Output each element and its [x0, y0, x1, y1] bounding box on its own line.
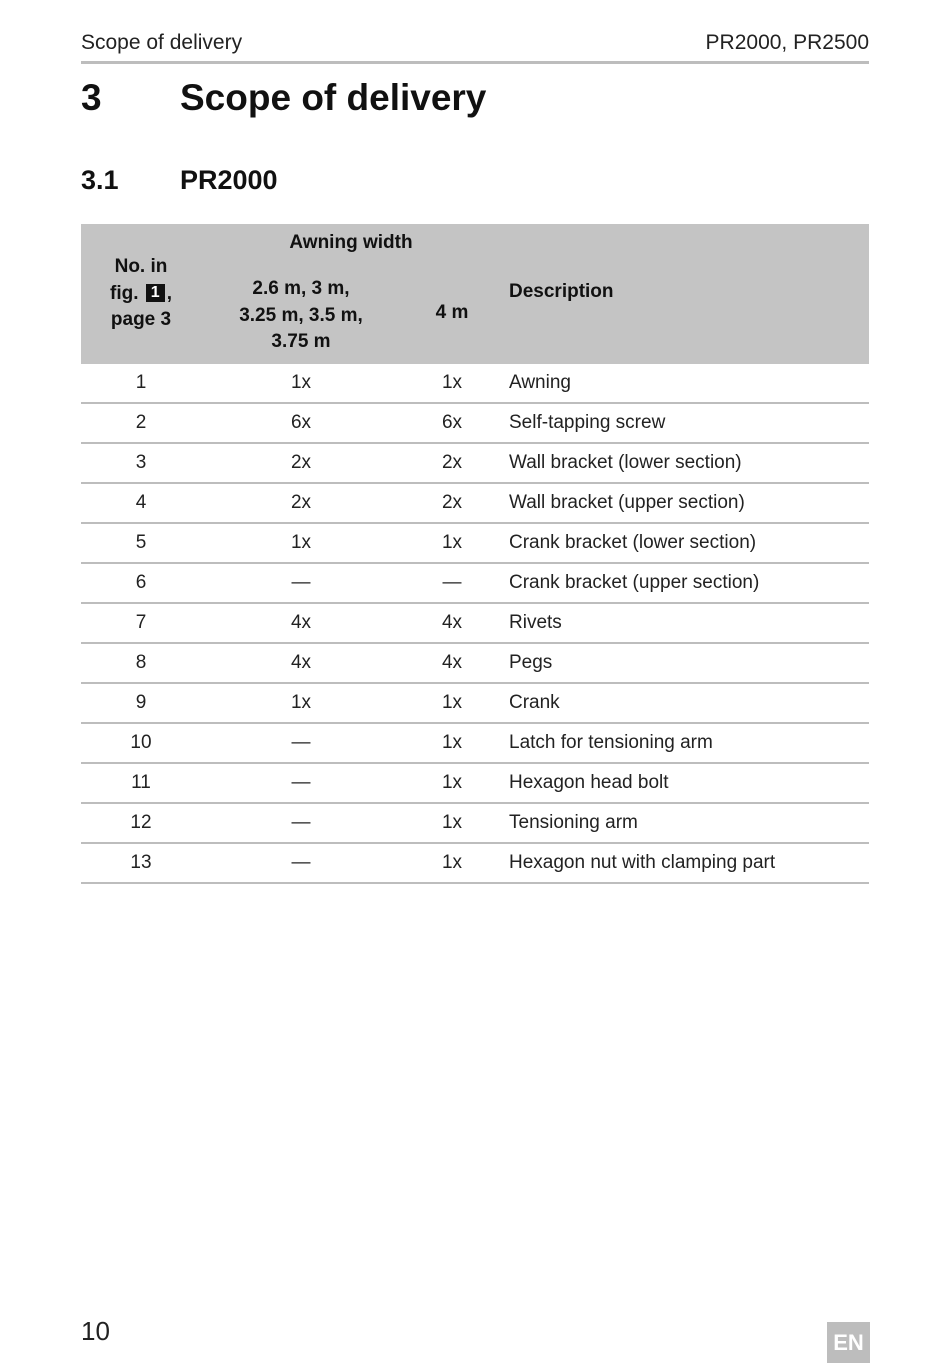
cell-qty-width2: 1x — [441, 532, 463, 553]
cell-qty-width2: 1x — [441, 372, 463, 393]
table-row — [81, 604, 869, 644]
cell-qty-width1: 1x — [290, 532, 312, 553]
cell-number: 11 — [131, 772, 151, 793]
cell-description: Pegs — [509, 652, 553, 673]
header-number-in-fig — [81, 254, 201, 334]
cell-number: 1 — [135, 372, 147, 393]
cell-qty-width1: — — [291, 812, 311, 833]
cell-description: Tensioning arm — [509, 812, 638, 833]
cell-qty-width2: — — [442, 572, 462, 593]
cell-description: Crank — [509, 692, 560, 713]
running-header-right: PR2000, PR2500 — [705, 31, 869, 54]
cell-qty-width2: 1x — [441, 732, 463, 753]
table-row — [81, 404, 869, 444]
table-row — [81, 804, 869, 844]
cell-description: Awning — [509, 372, 571, 393]
language-badge: EN — [827, 1322, 870, 1363]
cell-number: 5 — [135, 532, 147, 553]
cell-qty-width1: — — [291, 732, 311, 753]
header-width1-line1: 2.6 m, 3 m, — [252, 278, 350, 299]
cell-number: 7 — [135, 612, 147, 633]
cell-number: 12 — [130, 812, 152, 833]
cell-description: Hexagon nut with clamping part — [509, 852, 776, 873]
cell-qty-width1: — — [291, 852, 311, 873]
table-row — [81, 724, 869, 764]
cell-qty-width1: 2x — [290, 492, 312, 513]
cell-description: Wall bracket (upper section) — [509, 492, 745, 513]
table-row — [81, 524, 869, 564]
running-header-left: Scope of delivery — [81, 31, 243, 54]
table-row — [81, 364, 869, 404]
cell-number: 2 — [135, 412, 147, 433]
cell-qty-width2: 4x — [441, 612, 463, 633]
running-header-rule — [81, 61, 869, 64]
cell-number: 13 — [130, 852, 152, 873]
header-width-group-2: 4 m — [435, 302, 469, 323]
cell-qty-width2: 6x — [441, 412, 463, 433]
cell-qty-width2: 1x — [441, 692, 463, 713]
cell-description: Crank bracket (lower section) — [509, 532, 757, 553]
header-description: Description — [509, 281, 614, 302]
header-width1-line3: 3.75 m — [271, 331, 331, 352]
heading-2-title: PR2000 — [180, 165, 278, 195]
header-width-group-1 — [201, 276, 401, 356]
table-header — [81, 224, 869, 364]
cell-qty-width1: 1x — [290, 692, 312, 713]
table-row — [81, 444, 869, 484]
table-row — [81, 764, 869, 804]
figure-number-badge: 1 — [146, 284, 165, 302]
header-fig-label: fig. — [110, 282, 139, 304]
cell-qty-width2: 1x — [441, 852, 463, 873]
cell-qty-width1: 6x — [290, 412, 312, 433]
cell-qty-width1: 4x — [290, 652, 312, 673]
cell-qty-width1: 2x — [290, 452, 312, 473]
cell-number: 10 — [130, 732, 152, 753]
heading-1-number: 3 — [81, 77, 102, 118]
cell-qty-width2: 4x — [441, 652, 463, 673]
cell-number: 9 — [135, 692, 147, 713]
cell-qty-width1: — — [291, 572, 311, 593]
cell-qty-width1: 4x — [290, 612, 312, 633]
table-row — [81, 684, 869, 724]
cell-number: 4 — [135, 492, 147, 513]
header-width1-line2: 3.25 m, 3.5 m, — [239, 304, 363, 326]
scope-table — [81, 224, 869, 884]
table-row — [81, 564, 869, 604]
cell-description: Hexagon head bolt — [509, 772, 669, 793]
header-number-line3: page 3 — [110, 309, 172, 330]
heading-1-title: Scope of delivery — [180, 77, 487, 118]
header-fig-comma: , — [166, 282, 172, 304]
cell-number: 8 — [135, 652, 147, 673]
table-row — [81, 644, 869, 684]
header-number-line1: No. in — [114, 256, 168, 277]
header-number-line2 — [81, 281, 201, 308]
cell-qty-width2: 2x — [441, 492, 463, 513]
cell-number: 6 — [135, 572, 147, 593]
table-row — [81, 484, 869, 524]
cell-description: Rivets — [509, 612, 562, 633]
cell-description: Latch for tensioning arm — [509, 732, 713, 753]
cell-qty-width2: 1x — [441, 812, 463, 833]
heading-2-number: 3.1 — [81, 165, 119, 195]
cell-qty-width2: 1x — [441, 772, 463, 793]
cell-qty-width1: — — [291, 772, 311, 793]
header-awning-width: Awning width — [289, 232, 413, 253]
cell-number: 3 — [135, 452, 147, 473]
cell-description: Wall bracket (lower section) — [509, 452, 742, 473]
cell-description: Self-tapping screw — [509, 412, 666, 433]
page-number: 10 — [81, 1316, 110, 1346]
cell-description: Crank bracket (upper section) — [509, 572, 760, 593]
cell-qty-width2: 2x — [441, 452, 463, 473]
table-row — [81, 844, 869, 884]
cell-qty-width1: 1x — [290, 372, 312, 393]
